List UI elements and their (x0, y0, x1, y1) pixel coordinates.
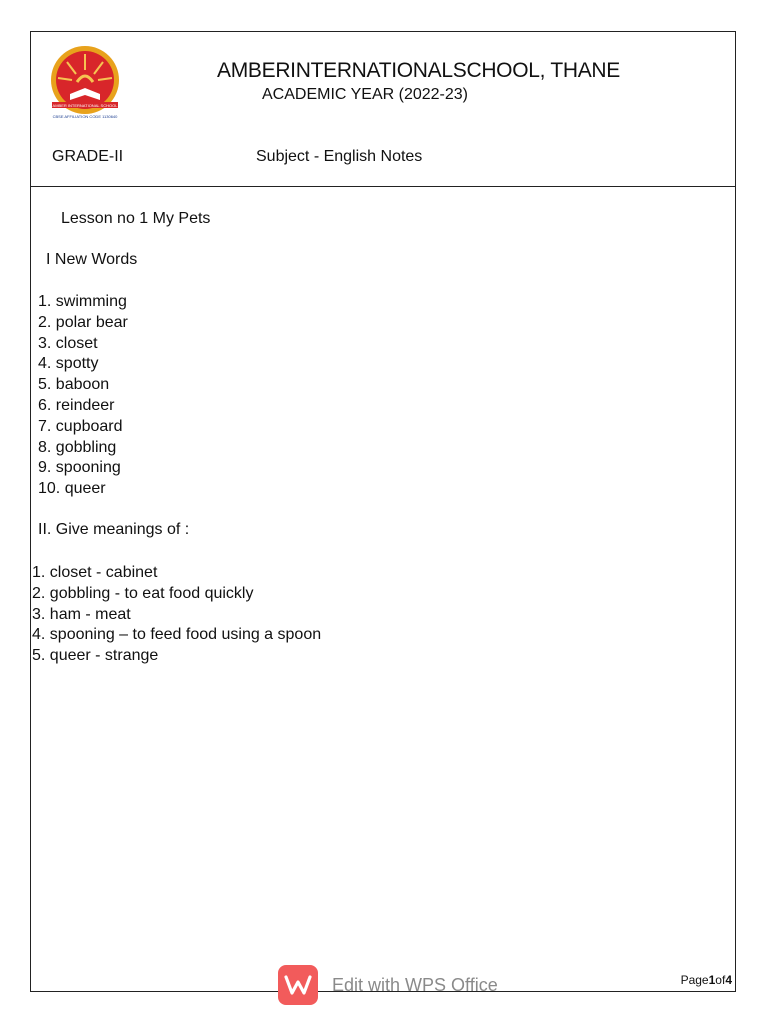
list-item: 7. cupboard (38, 417, 123, 435)
school-name: AMBERINTERNATIONALSCHOOL, THANE (217, 59, 620, 82)
list-item: 4. spotty (38, 355, 99, 373)
list-item: 5. queer - strange (32, 647, 159, 665)
list-item: 3. closet (38, 334, 98, 352)
list-item: 2. gobbling - to eat food quickly (32, 584, 254, 602)
list-item: 3. ham - meat (32, 605, 131, 623)
list-item: 8. gobbling (38, 438, 117, 456)
lesson-title: Lesson no 1 My Pets (61, 210, 211, 227)
grade-label: GRADE-II (52, 148, 124, 165)
meanings-heading: II. Give meanings of : (38, 521, 190, 538)
list-item: 5. baboon (38, 376, 110, 394)
list-item: 4. spooning – to feed food using a spoon (32, 626, 322, 644)
list-item: 6. reindeer (38, 396, 115, 414)
list-item: 1. closet - cabinet (32, 564, 158, 581)
wps-office-icon (278, 965, 318, 1005)
school-logo (42, 42, 128, 126)
list-item: 9. spooning (38, 459, 121, 477)
list-item: 10. queer (38, 480, 106, 498)
list-item: 2. polar bear (38, 313, 128, 331)
page-total: 4 (725, 973, 732, 987)
list-item: 1. swimming (38, 293, 127, 310)
header-divider (31, 186, 735, 187)
page-of: of (715, 973, 726, 987)
logo-affiliation: CBSE AFFILIATION CODE 1130640 (52, 114, 118, 119)
academic-year: ACADEMIC YEAR (2022-23) (262, 86, 468, 103)
document-page (30, 31, 736, 992)
page-current: 1 (708, 973, 716, 987)
wps-edit-button[interactable] (278, 963, 498, 1007)
page-label: Page (680, 973, 709, 987)
meanings-list (32, 563, 321, 667)
subject-label: Subject - English Notes (256, 148, 423, 165)
new-words-heading: I New Words (46, 251, 138, 268)
new-words-list (38, 292, 128, 500)
logo-text: AMBER INTERNATIONAL SCHOOL (52, 103, 118, 108)
wps-edit-label: Edit with WPS Office (332, 974, 498, 995)
page-number (681, 973, 732, 987)
